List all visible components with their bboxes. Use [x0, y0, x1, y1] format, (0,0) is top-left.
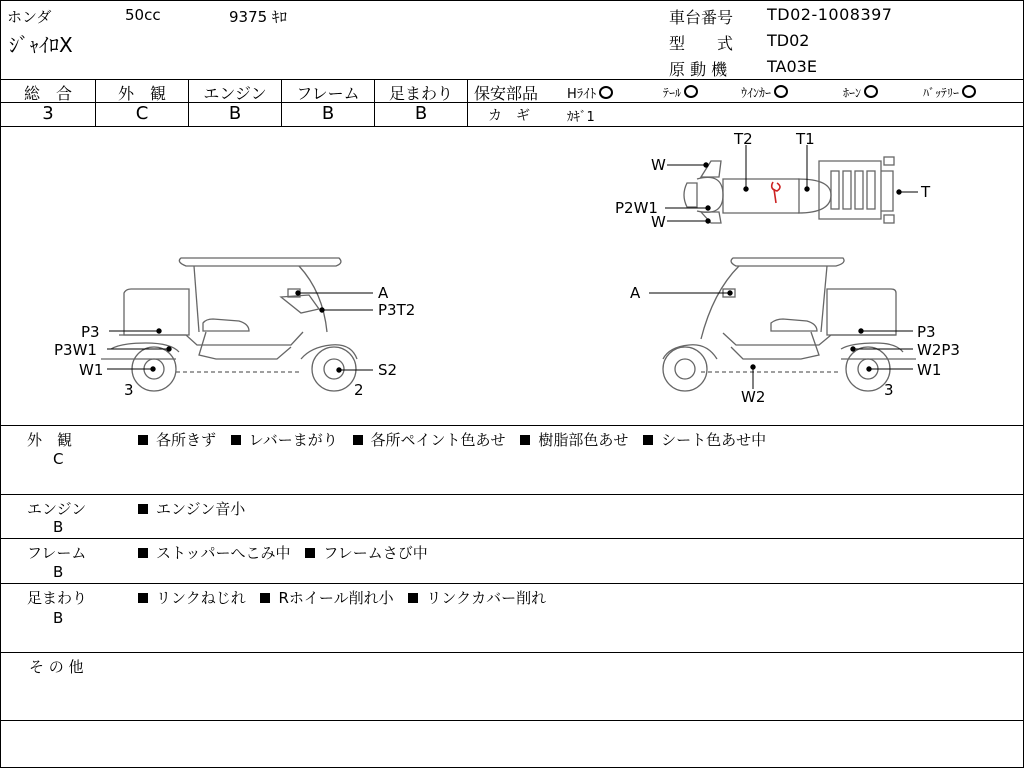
- key-label: カ ギ: [488, 108, 530, 124]
- grade-engine-label: エンジン: [203, 84, 267, 103]
- ok-circle-icon: [864, 85, 878, 98]
- section-exterior-notes: [138, 429, 776, 450]
- diagram-label: W2P3: [917, 341, 960, 359]
- safety-horn: [843, 84, 878, 101]
- section-engine-notes: [138, 498, 255, 519]
- divider: [1, 494, 1023, 495]
- grade-engine-value: B: [228, 103, 242, 124]
- divider: [1, 720, 1023, 721]
- chassis-label: 車台番号: [669, 8, 734, 27]
- note: 各所きず: [156, 431, 217, 449]
- safety-headlight: [567, 83, 613, 102]
- diagram-label: 3: [124, 381, 134, 399]
- grade-total-label: 総 合: [23, 84, 72, 103]
- note: 樹脂部色あせ: [538, 431, 629, 449]
- displacement: 50cc: [125, 6, 161, 24]
- bullet-icon: [138, 548, 148, 558]
- right-side-view: [663, 258, 916, 391]
- section-frame-grade: B: [53, 563, 64, 581]
- divider: [1, 583, 1023, 584]
- section-chassis-grade: B: [53, 609, 64, 627]
- diagram-label: T1: [796, 130, 815, 148]
- section-engine-label: エンジン: [27, 500, 87, 518]
- grade-exterior-value: C: [135, 103, 149, 124]
- divider: [1, 652, 1023, 653]
- grade-total-value: 3: [42, 103, 54, 124]
- divider: [467, 79, 468, 126]
- diagram-label: W2: [741, 388, 766, 406]
- diagram-label: A: [378, 284, 389, 302]
- bullet-icon: [643, 435, 653, 445]
- type-value: TD02: [767, 31, 810, 50]
- note: エンジン音小: [156, 500, 246, 518]
- bullet-icon: [353, 435, 363, 445]
- diagram-label: A: [630, 284, 641, 302]
- key-value: ｶｷﾞ1: [567, 110, 595, 125]
- bullet-icon: [138, 593, 148, 603]
- section-frame-label: フレーム: [27, 544, 87, 562]
- diagram-label: W: [651, 213, 666, 231]
- grade-chassis-value: B: [414, 103, 428, 124]
- safety-item-label: Hﾗｲﾄ: [567, 87, 597, 102]
- bullet-icon: [408, 593, 418, 603]
- maker: ホンダ: [7, 8, 52, 26]
- bullet-icon: [138, 435, 148, 445]
- safety-item-label: ﾎｰﾝ: [843, 86, 862, 100]
- engine-label: 原 動 機: [669, 60, 728, 79]
- safety-winker: [741, 84, 788, 101]
- safety-item-label: ｳｲﾝｶｰ: [741, 86, 772, 100]
- note: レバーまがり: [248, 431, 338, 449]
- note: フレームさび中: [323, 544, 428, 562]
- diagram-label: T: [921, 183, 931, 201]
- ok-circle-icon: [599, 86, 613, 99]
- vehicle-diagram: [1, 127, 1023, 425]
- divider: [1, 425, 1023, 426]
- engine-value: TA03E: [767, 57, 817, 76]
- note: 各所ペイント色あせ: [370, 431, 506, 449]
- diagram-label: 2: [354, 381, 364, 399]
- section-exterior-grade: C: [53, 450, 64, 468]
- ok-circle-icon: [684, 85, 698, 98]
- chassis-value: TD02-1008397: [767, 5, 893, 24]
- section-chassis-notes: [138, 587, 556, 608]
- diagram-label: W: [651, 156, 666, 174]
- bullet-icon: [138, 504, 148, 514]
- diagram-label: 3: [884, 381, 894, 399]
- safety-item-label: ﾃｰﾙ: [663, 86, 682, 100]
- type-label: 型 式: [669, 34, 734, 53]
- diagram-label: P3W1: [54, 341, 97, 359]
- diagram-label: P3: [917, 323, 936, 341]
- grade-frame-value: B: [321, 103, 335, 124]
- section-engine-grade: B: [53, 518, 64, 536]
- note: ストッパーへこみ中: [156, 544, 291, 562]
- section-frame-notes: [138, 542, 438, 563]
- safety-tail: [663, 84, 698, 101]
- divider: [1, 538, 1023, 539]
- diagram-label: S2: [378, 361, 398, 379]
- divider: [468, 102, 1023, 103]
- top-view: [684, 157, 894, 223]
- diagram-label: P2W1: [615, 199, 658, 217]
- safety-battery: [923, 84, 976, 101]
- bullet-icon: [520, 435, 530, 445]
- grade-frame-label: フレーム: [296, 84, 360, 103]
- diagram-label: P3T2: [378, 301, 416, 319]
- section-other-label: そ の 他: [29, 658, 84, 676]
- mileage: 9375 ｷﾛ: [229, 8, 287, 26]
- divider: [1, 79, 1023, 80]
- section-exterior-label: 外 観: [27, 431, 73, 449]
- safety-item-label: ﾊﾞｯﾃﾘｰ: [923, 86, 960, 100]
- bullet-icon: [260, 593, 270, 603]
- grade-chassis-label: 足まわり: [388, 84, 453, 103]
- diagram-label: T2: [734, 130, 753, 148]
- bullet-icon: [231, 435, 241, 445]
- model-name: ｼﾞｬｲﾛX: [9, 33, 73, 57]
- safety-label: 保安部品: [474, 84, 539, 103]
- diagram-label: W1: [917, 361, 942, 379]
- damage-mark-icon: [772, 182, 780, 203]
- note: リンクねじれ: [156, 589, 246, 607]
- section-chassis-label: 足まわり: [27, 589, 88, 607]
- diagram-label: W1: [79, 361, 104, 379]
- bullet-icon: [305, 548, 315, 558]
- ok-circle-icon: [774, 85, 788, 98]
- note: シート色あせ中: [661, 431, 767, 449]
- note: リンクカバー削れ: [426, 589, 547, 607]
- ok-circle-icon: [962, 85, 976, 98]
- diagram-label: P3: [81, 323, 100, 341]
- grade-exterior-label: 外 観: [117, 84, 166, 103]
- left-side-view: [101, 258, 357, 391]
- note: Rホイール削れ小: [278, 589, 394, 607]
